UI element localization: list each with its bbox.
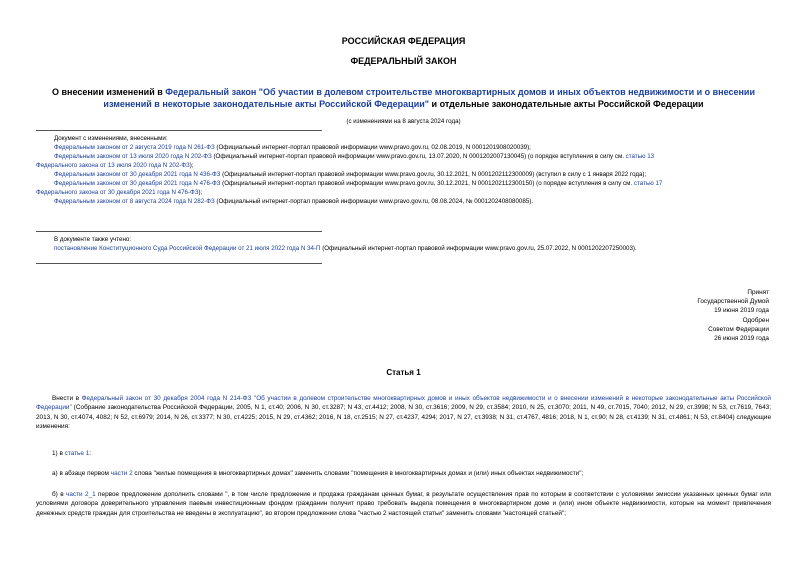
pa-post: слова "жилые помещения в многоквартирных домах" заменить словами "помещения в многоквартирных домах и (или) иных объектах недвижимости"; [132, 470, 584, 477]
also-heading: В документе также учтено: [54, 236, 132, 243]
title-suffix: и отдельные законодательные акты Российской Федерации [429, 99, 704, 109]
pb-link[interactable]: части 2_1 [66, 491, 96, 498]
change-link[interactable]: Федеральным законом от 2 августа 2019 года N 261-ФЗ [54, 144, 215, 151]
divider [36, 231, 322, 232]
pb-pre: б) в [52, 491, 66, 498]
accepted-line: 19 июня 2019 года [714, 307, 769, 315]
accepted-block [697, 288, 769, 343]
change-item [54, 179, 774, 188]
pb-post: первое предложение дополнить словами ", в том числе предложение и продажа гражданам ценных бумаг, в результате осуществления прав по которым в соответствии с условиями эмиссии указанных ценных бумаг или условиями договора доверительного управления паевым инвестиционным фондом гражданин получит право требовать выдела помещения в многоквартирном доме и (или) ином объекте недвижимости, которые на момент привлечения денежных средств граждан для строительства не введены в эксплуатацию", во втором предложении слова "частью 2 настоящей статьи" заменить словами "настоящей статьей"; [36, 491, 772, 517]
paragraph-1 [36, 449, 771, 458]
article-intro [36, 394, 771, 432]
change-item [54, 170, 774, 179]
p1-post: : [89, 450, 92, 457]
change-item [54, 197, 774, 206]
also-block [54, 235, 774, 253]
change-link[interactable]: Федеральным законом от 8 августа 2024 года N 282-ФЗ [54, 198, 215, 205]
intro-post: (Собрание законодательства Российской Федерации, 2005, N 1, ст.40; 2006, N 30, ст.3287; N 43, ст.4412; 2008, N 30, ст.3616; 2009, N 29, ст.3584; 2010, N 25, ст.3070; 2011, N 49, ст.7015, 7040; 2012, N 29, ст.3998; N 53, ст.7619, 7643; 2013, N 30, ст.4074, 4082; N 52, ст.6979; 2014, N 26, ст.3377; N 30, ст.4225; 2015, N 29, ст.4362; 2016, N 18, ст.2515; N 27, ст.4237, 4294; 2017, N 27, ст.3938; N 31, ст.4767, 4816; 2018, N 1, ст.90; N 28, ст.4139; N 31, ст.4861; N 53, ст.8404) следующие изменения: [36, 404, 771, 431]
divider [36, 130, 322, 131]
change-link[interactable]: Федерального закона от 30 декабря 2021 года N 476-ФЗ [36, 189, 199, 196]
change-text: (Официальный интернет-портал правовой информации www.pravo.gov.ru, 13.07.2020, N 0001202007130045) (о порядке вступления в силу см. [211, 153, 626, 160]
accepted-line: Принят [747, 289, 769, 296]
change-link[interactable]: Федеральным законом от 13 июля 2020 года N 202-ФЗ [54, 153, 212, 160]
paragraph-b [36, 490, 771, 518]
also-link[interactable]: постановление Конституционного Суда Российской Федерации от 21 июля 2022 года N 34-П [54, 245, 321, 252]
change-link-article[interactable]: статью 17 [633, 180, 663, 187]
accepted-line: Одобрен [742, 316, 769, 324]
doc-type-heading: ФЕДЕРАЛЬНЫЙ ЗАКОН [350, 56, 457, 66]
accepted-line: Советом Федерации [708, 325, 769, 333]
changes-heading: Документ с изменениями, внесенными: [54, 135, 168, 142]
accepted-line: 26 июня 2019 года [714, 335, 769, 343]
change-item [36, 161, 774, 170]
also-text: (Официальный интернет-портал правовой информации www.pravo.gov.ru, 25.07.2022, N 0001202207250003). [320, 245, 637, 252]
change-text: (Официальный интернет-портал правовой информации www.pravo.gov.ru, 08.08.2024, № 0001202408080085). [214, 198, 534, 205]
title-link[interactable]: Федеральный закон "Об участии в долевом строительстве многоквартирных домов и иных объектов недвижимости и о внесении изменений в некоторые законодательные акты Российской Федерации" [103, 87, 755, 109]
change-link[interactable]: Федеральным законом от 30 декабря 2021 года N 436-ФЗ [54, 171, 221, 178]
change-text: (Официальный интернет-портал правовой информации www.pravo.gov.ru, 30.12.2021, N 0001202112300009) (вступил в силу с 1 января 2022 года); [220, 171, 647, 178]
p1-link[interactable]: статье 1 [64, 450, 90, 457]
intro-pre: Внести в [52, 395, 82, 402]
change-text: ); [198, 189, 203, 196]
pa-link[interactable]: части 2 [110, 470, 133, 477]
title-prefix: О внесении изменений в [51, 87, 166, 97]
edition-note: (с изменениями на 8 августа 2024 года) [346, 118, 461, 125]
change-item [54, 152, 774, 161]
change-link-article[interactable]: статью 13 [625, 153, 655, 160]
pa-pre: а) в абзаце первом [52, 470, 111, 477]
law-title [36, 86, 771, 110]
change-text: (Официальный интернет-портал правовой информации www.pravo.gov.ru, 02.08.2019, N 0001201908020039); [214, 144, 531, 151]
country-heading: РОССИЙСКАЯ ФЕДЕРАЦИЯ [341, 36, 466, 46]
change-link[interactable]: Федеральным законом от 30 декабря 2021 года N 476-ФЗ [54, 180, 221, 187]
paragraph-a [36, 469, 771, 478]
change-link[interactable]: Федерального закона от 13 июля 2020 года N 202-ФЗ [36, 162, 190, 169]
change-text: (Официальный интернет-портал правовой информации www.pravo.gov.ru, 30.12.2021, N 0001202112300150) (о порядке вступления в силу см. [220, 180, 634, 187]
change-text: ); [189, 162, 194, 169]
change-item [36, 188, 774, 197]
change-item [54, 143, 774, 152]
accepted-line: Государственной Думой [697, 298, 769, 306]
intro-link[interactable]: Федеральный закон от 30 декабря 2004 года N 214-ФЗ "Об участии в долевом строительстве многоквартирных домов и иных объектов недвижимости и о внесении изменений в некоторые законодательные акты Российской Федерации" [36, 395, 771, 412]
also-item [54, 244, 774, 253]
p1-pre: 1) в [52, 450, 65, 457]
divider [36, 263, 322, 264]
article-title: Статья 1 [386, 368, 421, 377]
changes-block [36, 134, 774, 206]
